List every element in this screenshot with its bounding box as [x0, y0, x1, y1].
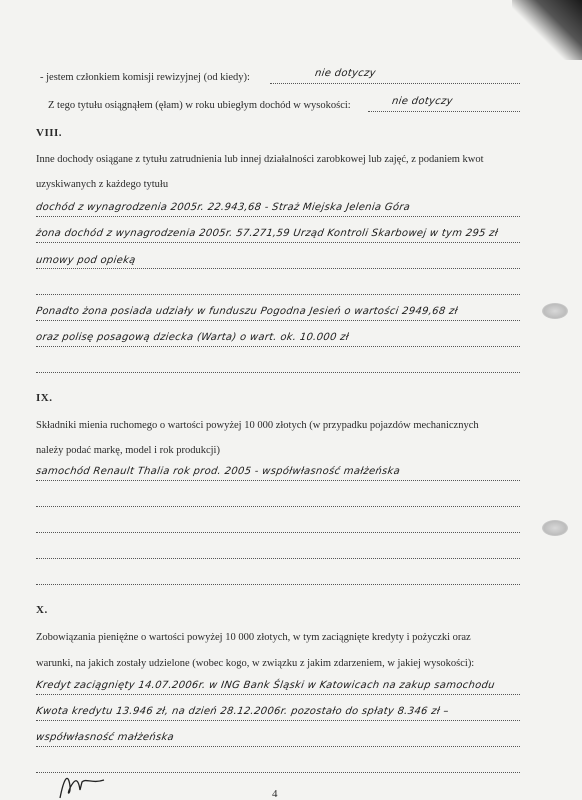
dotted-line [36, 720, 520, 721]
dotted-line [36, 268, 520, 269]
dotted-line [36, 346, 520, 347]
section-9-text-1: Składniki mienia ruchomego o wartości powyżej 10 000 złotych (w przypadku pojazdów mechanicznych [36, 420, 479, 431]
dotted-line [36, 746, 520, 747]
section-10-heading: X. [36, 604, 48, 616]
rewizja-label: - jestem członkiem komisji rewizyjnej (od kiedy): [40, 72, 250, 83]
section-8-text-2: uzyskiwanych z każdego tytułu [36, 179, 169, 190]
dotted-line [36, 294, 520, 295]
page-number: 4 [272, 788, 278, 800]
punch-hole [542, 520, 568, 536]
section-8-text-1: Inne dochody osiągane z tytułu zatrudnienia lub innej działalności zarobkowej lub zajęć, z podaniem kwot [36, 154, 484, 165]
dotted-line [36, 320, 520, 321]
dotted-line [36, 216, 520, 217]
section-9-heading: IX. [36, 392, 53, 404]
dochod-label: Z tego tytułu osiągnąłem (ęłam) w roku ubiegłym dochód w wysokości: [48, 100, 351, 111]
section-10-text-2: warunki, na jakich zostały udzielone (wobec kogo, w związku z jakim zdarzeniem, w jakiej wysokości): [36, 658, 475, 669]
dotted-line [36, 242, 520, 243]
punch-hole [542, 303, 568, 319]
dotted-line [36, 558, 520, 559]
handwritten-entry: Kredyt zaciągnięty 14.07.2006r. w ING Bank Śląski w Katowicach na zakup samochodu [35, 680, 496, 691]
signature-icon [58, 768, 106, 800]
handwritten-entry: umowy pod opieką [35, 255, 137, 266]
dotted-line [36, 372, 520, 373]
handwritten-entry: Ponadto żona posiada udziały w funduszu Pogodna Jesień o wartości 2949,68 zł [35, 306, 459, 317]
rewizja-answer: nie dotyczy [314, 68, 377, 79]
dotted-line [270, 83, 520, 84]
handwritten-entry: samochód Renault Thalia rok prod. 2005 - współwłasność małżeńska [35, 466, 401, 477]
section-8-heading: VIII. [36, 127, 63, 139]
dotted-line [36, 480, 520, 481]
section-10-text-1: Zobowiązania pieniężne o wartości powyżej 10 000 złotych, w tym zaciągnięte kredyty i pożyczki oraz [36, 632, 471, 643]
scan-shadow [512, 0, 582, 60]
dochod-answer: nie dotyczy [391, 96, 454, 107]
section-9-text-2: należy podać markę, model i rok produkcji) [36, 445, 220, 456]
dotted-line [36, 694, 520, 695]
handwritten-entry: żona dochód z wynagrodzenia 2005r. 57.271,59 Urząd Kontroli Skarbowej w tym 295 zł [35, 228, 499, 239]
handwritten-entry: oraz polisę posagową dziecka (Warta) o wart. ok. 10.000 zł [35, 332, 350, 343]
handwritten-entry: dochód z wynagrodzenia 2005r. 22.943,68 - Straż Miejska Jelenia Góra [35, 202, 411, 213]
handwritten-entry: współwłasność małżeńska [35, 732, 175, 743]
dotted-line [368, 111, 520, 112]
dotted-line [36, 532, 520, 533]
handwritten-entry: Kwota kredytu 13.946 zł, na dzień 28.12.2006r. pozostało do spłaty 8.346 zł – [35, 706, 450, 717]
dotted-line [36, 772, 520, 773]
dotted-line [36, 584, 520, 585]
dotted-line [36, 506, 520, 507]
